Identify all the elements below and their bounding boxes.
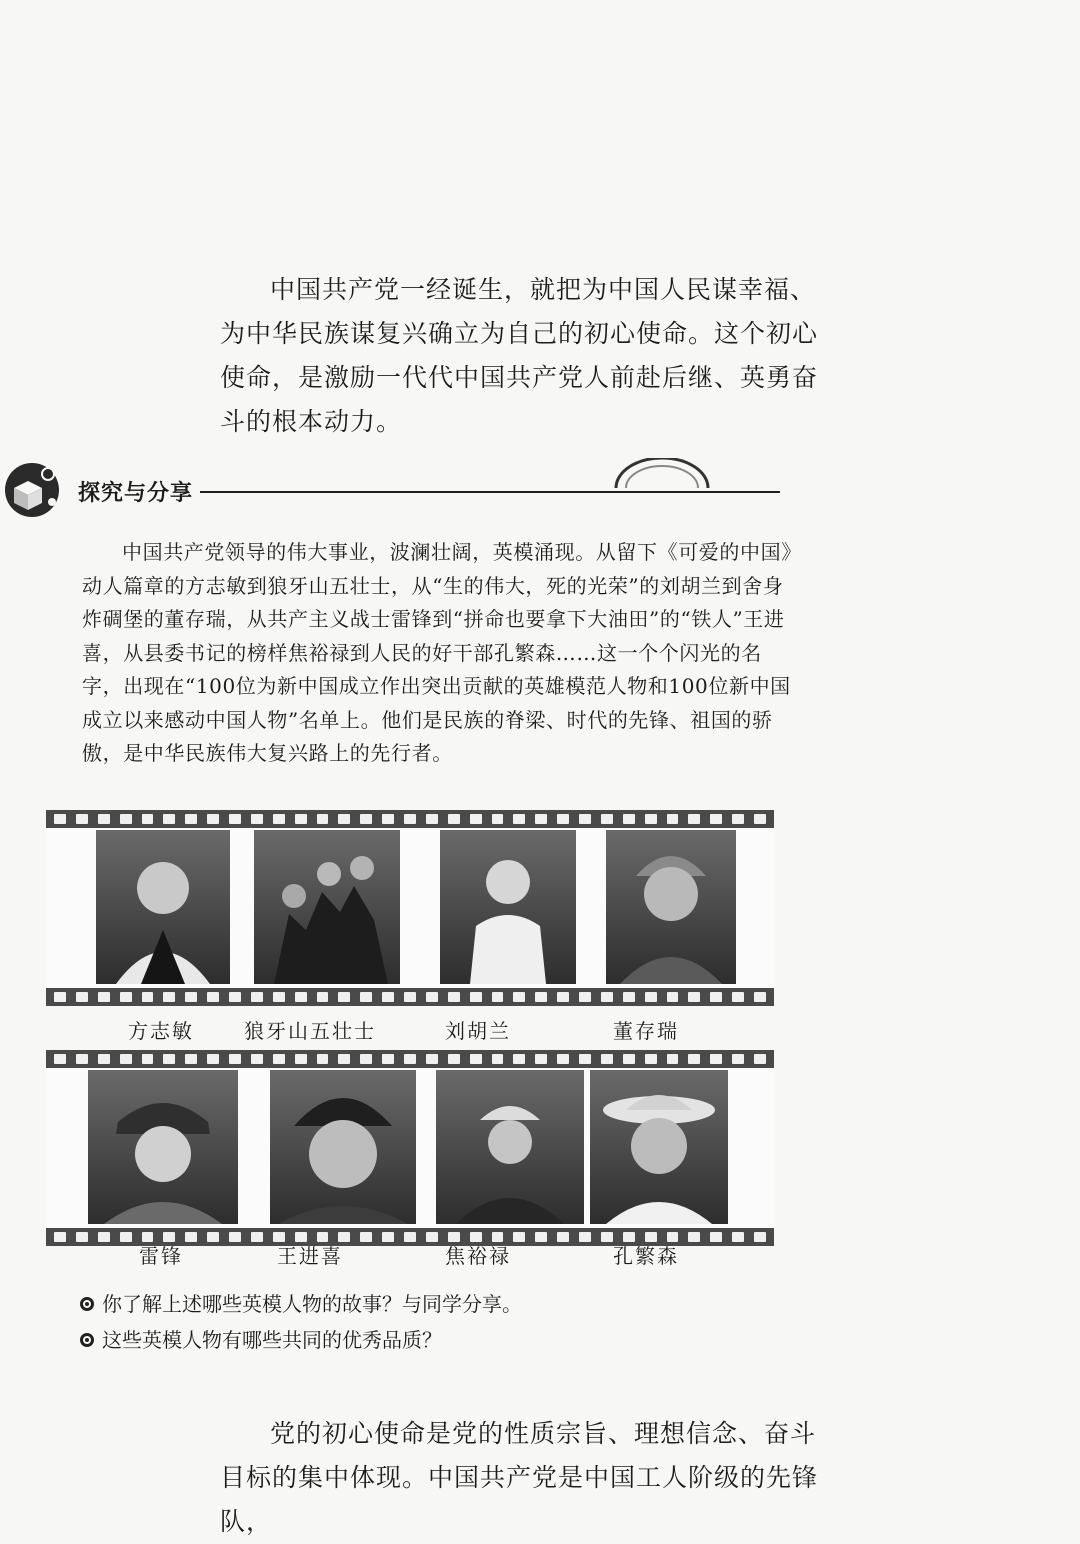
caption-liu-hulan: 刘胡兰 bbox=[445, 1019, 511, 1043]
closing-section bbox=[220, 1412, 830, 1544]
portrait-photo bbox=[590, 1070, 728, 1224]
caption-wang-jinxi: 王进喜 bbox=[277, 1244, 343, 1268]
caption-jiao-yulu: 焦裕禄 bbox=[445, 1244, 511, 1268]
caption-langyashan: 狼牙山五壮士 bbox=[244, 1019, 376, 1043]
portrait-photo bbox=[96, 830, 230, 984]
intro-section bbox=[220, 268, 830, 444]
caption-fang-zhimin: 方志敏 bbox=[128, 1019, 194, 1043]
portrait-photo bbox=[270, 1070, 416, 1224]
caption-row-1 bbox=[96, 1015, 730, 1044]
cube-molecule-icon bbox=[4, 462, 60, 518]
portrait-photo bbox=[440, 830, 576, 984]
question-item bbox=[80, 1322, 800, 1358]
film-strip-row-1 bbox=[46, 810, 774, 1006]
story-paragraph: 中国共产党领导的伟大事业，波澜壮阔，英模涌现。从留下《可爱的中国》动人篇章的方志敏到狼牙山五壮士，从“生的伟大，死的光荣”的刘胡兰到舍身炸碉堡的董存瑞，从共产主义战士雷锋到“拼命也要拿下大油田”的“铁人”王进喜，从县委书记的榜样焦裕禄到人民的好干部孔繁森……这一个个闪光的名字，出现在“100位为新中国成立作出突出贡献的英雄模范人物和100位新中国成立以来感动中国人物”名单上。他们是民族的脊梁、时代的先锋、祖国的骄傲，是中华民族伟大复兴路上的先行者。 bbox=[82, 540, 802, 765]
film-perforation-top bbox=[46, 810, 774, 828]
caption-lei-feng: 雷锋 bbox=[139, 1244, 183, 1268]
explore-title: 探究与分享 bbox=[78, 481, 194, 506]
header-rule bbox=[200, 491, 780, 493]
portrait-photo bbox=[436, 1070, 584, 1224]
portrait-photo bbox=[254, 830, 400, 984]
question-text: 你了解上述哪些英模人物的故事？与同学分享。 bbox=[102, 1292, 522, 1316]
intro-paragraph: 中国共产党一经诞生，就把为中国人民谋幸福、为中华民族谋复兴确立为自己的初心使命。这个初心使命，是激励一代代中国共产党人前赴后继、英勇奋斗的根本动力。 bbox=[220, 275, 819, 436]
header-arc-decoration bbox=[612, 458, 712, 488]
film-perforation-bottom bbox=[46, 988, 774, 1006]
question-item bbox=[80, 1286, 800, 1322]
circle-bullet-icon bbox=[80, 1333, 94, 1347]
explore-share-header bbox=[0, 458, 790, 528]
portrait-photo bbox=[606, 830, 736, 984]
portrait-photo bbox=[88, 1070, 238, 1224]
discussion-questions bbox=[80, 1286, 800, 1358]
film-perforation-top bbox=[46, 1050, 774, 1068]
caption-kong-fansen: 孔繁森 bbox=[613, 1244, 679, 1268]
explore-story bbox=[82, 536, 802, 771]
circle-bullet-icon bbox=[80, 1297, 94, 1311]
question-text: 这些英模人物有哪些共同的优秀品质？ bbox=[102, 1328, 442, 1352]
caption-dong-cunrui: 董存瑞 bbox=[613, 1019, 679, 1043]
closing-paragraph: 党的初心使命是党的性质宗旨、理想信念、奋斗目标的集中体现。中国共产党是中国工人阶级的先锋队， bbox=[220, 1419, 819, 1536]
caption-row-2 bbox=[96, 1240, 730, 1269]
film-strip-row-2 bbox=[46, 1050, 774, 1246]
